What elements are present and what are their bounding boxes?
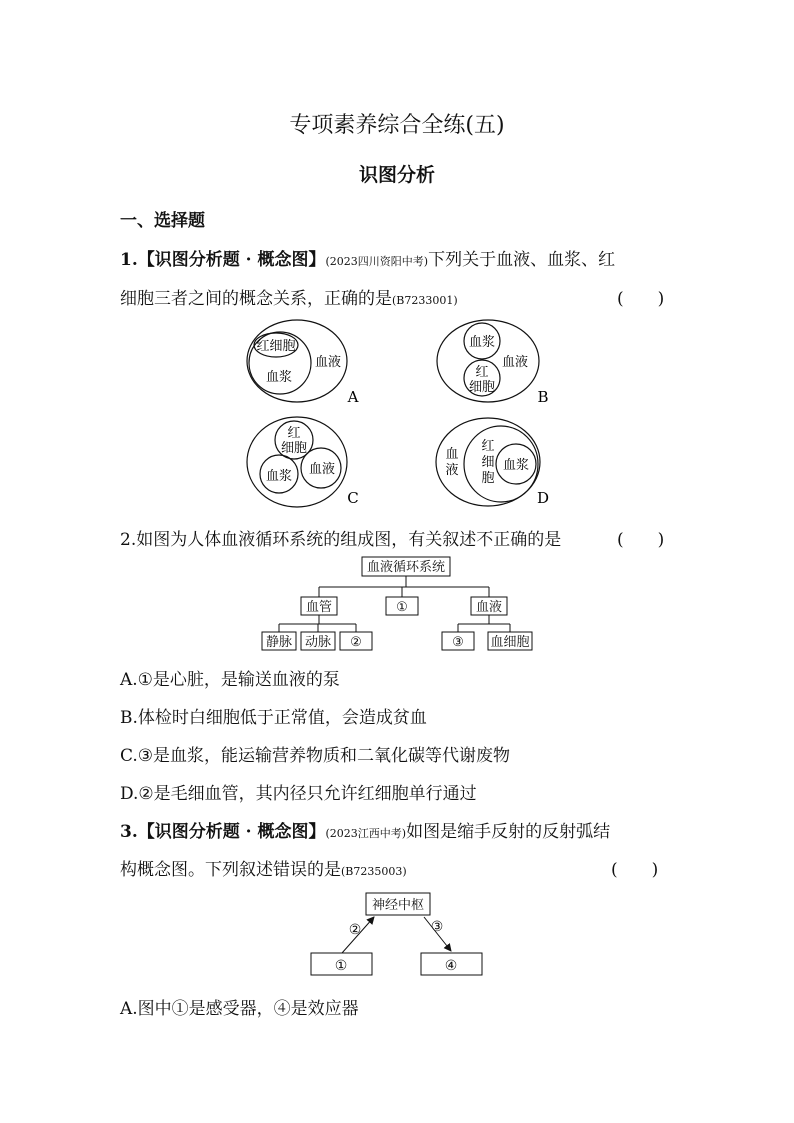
tree-one-label: ① — [396, 600, 408, 615]
question-2-option-a: A.①是心脏，是输送血液的泵 — [120, 670, 340, 690]
question-2-option-b: B.体检时白细胞低于正常值，会造成贫血 — [120, 708, 427, 728]
diagram-d-label-mid-l3: 胞 — [481, 471, 495, 486]
diagram-c-label-c1-l1: 红 — [287, 426, 301, 441]
section-heading: 一、选择题 — [120, 211, 205, 231]
diagram-d-letter: D — [536, 489, 550, 507]
diagram-b-label-inner2-l2: 细胞 — [468, 380, 496, 395]
diagram-d-label-inner: 血浆 — [502, 458, 530, 473]
diagram-a-label-outer: 血液 — [314, 355, 342, 370]
diagram-c-letter: C — [347, 489, 359, 507]
tree-three-label: ③ — [452, 635, 464, 650]
tree-two-label: ② — [350, 635, 362, 650]
question-3-tag: 3.【识图分析题 · 概念图】 — [120, 822, 326, 842]
question-2-option-d: D.②是毛细血管，其内径只允许红细胞单行通过 — [120, 784, 477, 804]
tree-artery-label: 动脉 — [304, 635, 332, 650]
diagram-c — [247, 417, 359, 507]
question-3-text-b: 构概念图。下列叙述错误的是 — [120, 860, 341, 880]
diagram-a — [247, 320, 359, 406]
reflex-arrow-left-label: ② — [348, 922, 362, 938]
reflex-left-label: ① — [334, 958, 348, 974]
question-2-text: 2.如图为人体血液循环系统的组成图，有关叙述不正确的是 — [120, 530, 562, 550]
diagram-c-label-c1-l2: 细胞 — [280, 441, 308, 456]
question-1-answer-paren: ( ) — [617, 289, 665, 309]
question-1-code: (B7233001) — [392, 294, 458, 307]
page-title: 专项素养综合全练(五) — [289, 113, 505, 138]
reflex-arrow-right-label: ③ — [430, 919, 444, 935]
diagram-a-label-inner2: 血浆 — [265, 370, 293, 385]
question-1-text-b: 细胞三者之间的概念关系，正确的是 — [120, 289, 392, 309]
question-1-tag: 1.【识图分析题 · 概念图】 — [120, 250, 326, 270]
tree-vein-label: 静脉 — [265, 635, 293, 650]
diagram-d-label-outer-l1: 血 — [445, 447, 459, 462]
question-3-line-1 — [120, 817, 610, 842]
diagram-d-label-outer-l2: 液 — [445, 463, 459, 478]
question-3-line-2 — [120, 855, 407, 880]
reflex-right-label: ④ — [444, 958, 458, 974]
diagram-b — [437, 320, 549, 406]
circulation-tree-labels — [266, 559, 530, 650]
question-1-source: (2023四川资阳中考) — [325, 255, 429, 268]
diagram-b-label-inner1: 血浆 — [468, 335, 496, 350]
tree-blood-label: 血液 — [475, 600, 503, 615]
diagram-d — [436, 418, 549, 507]
page-subtitle: 识图分析 — [358, 164, 435, 186]
question-2-answer-paren: ( ) — [617, 530, 665, 550]
question-2-option-c: C.③是血浆，能运输营养物质和二氧化碳等代谢废物 — [120, 746, 511, 766]
question-3-source: (2023江西中考) — [325, 827, 407, 840]
question-1-text-a: 下列关于血液、血浆、红 — [428, 250, 616, 270]
diagram-c-label-c3: 血液 — [308, 462, 336, 477]
diagram-d-label-mid-l1: 红 — [481, 439, 495, 454]
diagram-c-label-c2: 血浆 — [265, 469, 293, 484]
diagram-d-label-mid-l2: 细 — [481, 455, 495, 470]
tree-cells-label: 血细胞 — [490, 635, 530, 650]
tree-root-label: 血液循环系统 — [366, 560, 446, 575]
diagram-a-letter: A — [347, 388, 359, 406]
diagram-b-label-outer: 血液 — [501, 355, 529, 370]
question-3-answer-paren: ( ) — [611, 860, 659, 880]
diagram-a-label-inner1: 红细胞 — [256, 339, 296, 354]
question-3-option-a: A.图中①是感受器，④是效应器 — [120, 999, 359, 1019]
diagram-b-label-inner2-l1: 红 — [475, 365, 489, 380]
reflex-center-label: 神经中枢 — [371, 898, 425, 913]
tree-vessel-label: 血管 — [305, 600, 333, 615]
diagram-b-letter: B — [537, 388, 549, 406]
question-3-text-a: 如图是缩手反射的反射弧结 — [406, 822, 611, 842]
question-3-code: (B7235003) — [341, 865, 407, 878]
